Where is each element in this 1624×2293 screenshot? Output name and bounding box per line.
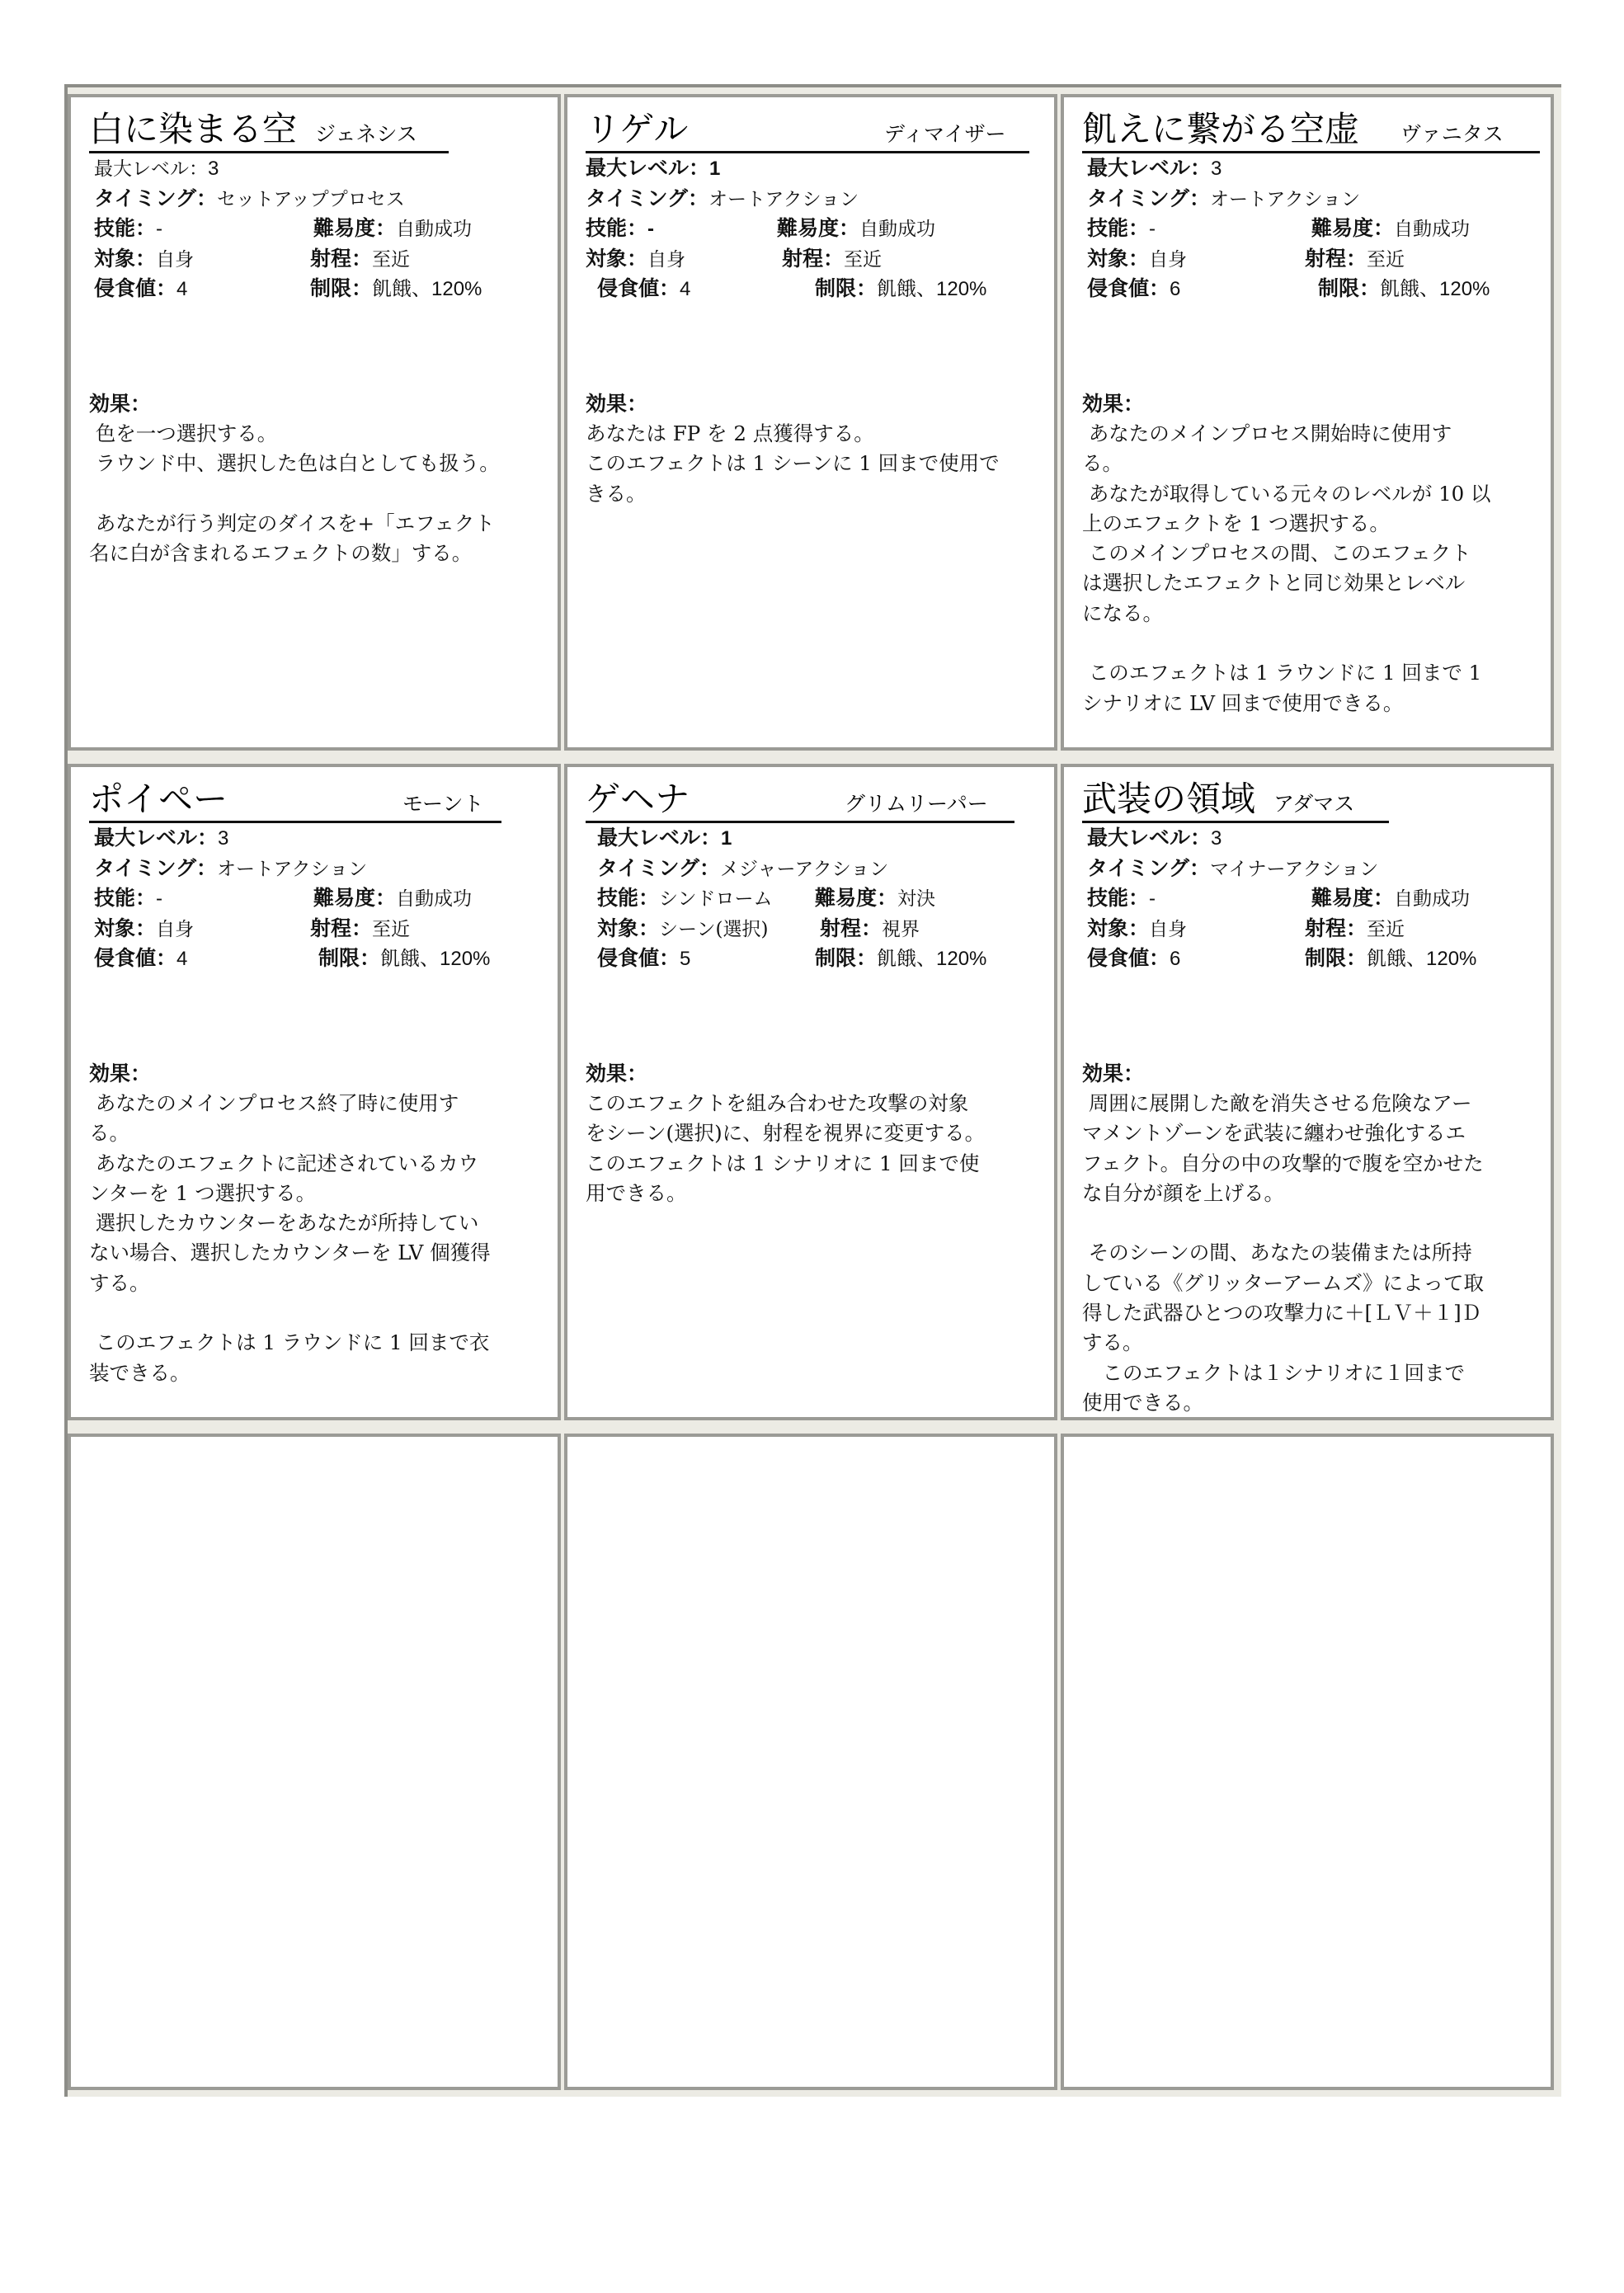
difficulty-label: 難易度： xyxy=(777,217,860,241)
limit-label: 制限： xyxy=(310,277,373,301)
skill-label: 技能： xyxy=(94,887,157,911)
difficulty-label: 難易度： xyxy=(313,887,397,911)
target-value: 自身 xyxy=(1149,918,1188,940)
erosion-label: 侵食値： xyxy=(94,277,177,301)
timing-label: タイミング： xyxy=(597,856,721,880)
card-header xyxy=(1082,772,1389,823)
empty-card-slot xyxy=(564,1434,1057,2090)
target-label: 対象： xyxy=(597,916,660,940)
range-label: 射程： xyxy=(820,916,883,940)
difficulty-value: 自動成功 xyxy=(396,888,473,911)
difficulty-label: 難易度： xyxy=(1311,217,1395,241)
effect-label: 効果： xyxy=(586,1062,648,1085)
card-stats xyxy=(94,823,556,974)
erosion-value: 4 xyxy=(680,278,691,301)
skill-value: - xyxy=(647,218,655,241)
skill-label: 技能： xyxy=(94,217,157,241)
effect-card xyxy=(564,764,1057,1420)
effect-label: 効果： xyxy=(1082,1062,1145,1085)
limit-label: 制限： xyxy=(815,947,878,971)
card-header xyxy=(586,102,1029,153)
range-value: 至近 xyxy=(844,248,883,271)
erosion-value: 6 xyxy=(1170,948,1181,971)
range-value: 至近 xyxy=(1367,918,1405,940)
max-level-value: 3 xyxy=(218,827,229,850)
target-label: 対象： xyxy=(586,247,648,271)
timing-value: オートアクション xyxy=(708,188,859,210)
max-level-value: 3 xyxy=(1211,158,1222,180)
skill-value: - xyxy=(156,888,163,911)
target-value: 自身 xyxy=(1149,248,1188,271)
difficulty-value: 自動成功 xyxy=(396,219,473,241)
range-label: 射程： xyxy=(782,247,845,271)
effect-card xyxy=(68,94,561,751)
limit-label: 制限： xyxy=(1318,277,1381,301)
card-subtitle: モーント xyxy=(402,792,484,816)
card-subtitle: アダマス xyxy=(1273,792,1355,816)
card-title: リゲル xyxy=(586,109,689,149)
limit-value: 飢餓、120% xyxy=(380,948,491,971)
difficulty-value: 対決 xyxy=(897,888,936,911)
skill-label: 技能： xyxy=(586,217,648,241)
max-level-label: 最大レベル： xyxy=(597,826,722,850)
card-stats xyxy=(1087,823,1549,974)
effect-text: あなたのメインプロセス終了時に使用す る。 あなたのエフェクトに記述されているカウ ンターを 1 つ選択する。 選択したカウンターをあなたが所持してい ない場合、選択したカウンターを LV 個獲得 する。 このエフェクトは 1 ラウンドに 1 回まで衣 装できる。 xyxy=(89,1091,491,1385)
erosion-label: 侵食値： xyxy=(94,947,177,971)
erosion-value: 5 xyxy=(680,948,691,971)
skill-value: シンドローム xyxy=(659,888,773,911)
max-level-value: 3 xyxy=(1211,827,1222,850)
limit-value: 飢餓、120% xyxy=(1367,948,1477,971)
card-header xyxy=(586,772,1014,823)
empty-card-slot xyxy=(1061,1434,1554,2090)
card-stats xyxy=(94,153,556,304)
timing-value: マイナーアクション xyxy=(1210,858,1379,880)
range-label: 射程： xyxy=(310,916,373,940)
skill-label: 技能： xyxy=(1087,217,1150,241)
card-header xyxy=(89,102,449,153)
limit-label: 制限： xyxy=(815,277,878,301)
skill-value: - xyxy=(1149,218,1156,241)
skill-label: 技能： xyxy=(597,887,660,911)
range-label: 射程： xyxy=(1305,916,1367,940)
card-header xyxy=(89,772,501,823)
erosion-label: 侵食値： xyxy=(1087,277,1170,301)
erosion-label: 侵食値： xyxy=(597,277,680,301)
card-stats xyxy=(1087,153,1549,304)
max-level-label: 最大レベル： xyxy=(94,158,208,180)
target-value: 自身 xyxy=(156,248,195,271)
empty-card-slot xyxy=(68,1434,561,2090)
effect-card xyxy=(564,94,1057,751)
limit-value: 飢餓、120% xyxy=(877,278,987,301)
target-value: 自身 xyxy=(156,918,195,940)
range-label: 射程： xyxy=(1305,247,1367,271)
range-label: 射程： xyxy=(310,247,373,271)
timing-label: タイミング： xyxy=(94,856,218,880)
target-label: 対象： xyxy=(1087,247,1150,271)
limit-label: 制限： xyxy=(318,947,381,971)
difficulty-label: 難易度： xyxy=(815,887,898,911)
skill-value: - xyxy=(1149,888,1156,911)
max-level-label: 最大レベル： xyxy=(1087,826,1212,850)
effect-card xyxy=(1061,94,1554,751)
max-level-value: 3 xyxy=(208,158,219,180)
card-title: 飢えに繋がる空虚 xyxy=(1082,109,1360,149)
limit-value: 飢餓、120% xyxy=(372,278,482,301)
effect-card xyxy=(68,764,561,1420)
effect-label: 効果： xyxy=(89,393,152,416)
target-label: 対象： xyxy=(94,916,157,940)
effect-card xyxy=(1061,764,1554,1420)
timing-value: セットアッププロセス xyxy=(217,188,405,210)
card-subtitle: ディマイザー xyxy=(884,122,1006,146)
card-stats xyxy=(597,823,1057,974)
target-value: 自身 xyxy=(647,248,686,271)
card-title: 白に染まる空 xyxy=(89,109,298,149)
limit-value: 飢餓、120% xyxy=(1380,278,1490,301)
card-title: ゲヘナ xyxy=(586,779,690,819)
target-label: 対象： xyxy=(94,247,157,271)
card-subtitle: ジェネシス xyxy=(315,122,417,146)
difficulty-value: 自動成功 xyxy=(859,219,936,241)
effect-text: 色を一つ選択する。 ラウンド中、選択した色は白としても扱う。 あなたが行う判定のダイスを+「エフェクト 名に白が含まれるエフェクトの数」する。 xyxy=(89,421,500,566)
card-title: ポイペー xyxy=(89,779,228,819)
max-level-value: 1 xyxy=(709,158,721,180)
skill-label: 技能： xyxy=(1087,887,1150,911)
erosion-value: 4 xyxy=(177,278,188,301)
range-value: 至近 xyxy=(1367,248,1405,271)
range-value: 視界 xyxy=(882,918,920,940)
timing-label: タイミング： xyxy=(1087,856,1211,880)
effect-text: このエフェクトを組み合わせた攻撃の対象 をシーン(選択)に、射程を視界に変更する。 このエフェクトは 1 シナリオに 1 回まで使 用できる。 xyxy=(586,1091,986,1205)
max-level-label: 最大レベル： xyxy=(1087,157,1212,180)
effect-card-sheet xyxy=(64,84,1561,2097)
effect-text: あなたのメインプロセス開始時に使用す る。 あなたが取得している元々のレベルが 10 以 上のエフェクトを 1 つ選択する。 このメインプロセスの間、このエフェクト は選択したエフェクトと同じ効果とレベル になる。 このエフェクトは 1 ラウンドに 1 回まで 1 シナリオに LV 回まで使用できる。 xyxy=(1082,421,1491,715)
timing-value: メジャーアクション xyxy=(720,858,889,880)
effect-label: 効果： xyxy=(89,1062,152,1085)
target-value: シーン(選択) xyxy=(659,918,769,940)
max-level-value: 1 xyxy=(721,827,732,850)
card-header xyxy=(1082,102,1540,153)
difficulty-value: 自動成功 xyxy=(1394,888,1471,911)
timing-value: オートアクション xyxy=(217,858,368,880)
effect-label: 効果： xyxy=(586,393,648,416)
effect-label: 効果： xyxy=(1082,393,1145,416)
erosion-value: 4 xyxy=(177,948,188,971)
erosion-value: 6 xyxy=(1170,278,1181,301)
max-level-label: 最大レベル： xyxy=(586,157,710,180)
range-value: 至近 xyxy=(372,248,411,271)
limit-value: 飢餓、120% xyxy=(877,948,987,971)
card-subtitle: グリムリーパー xyxy=(845,792,988,816)
target-label: 対象： xyxy=(1087,916,1150,940)
effect-text: 周囲に展開した敵を消失させる危険なアー マメントゾーンを武装に纏わせ強化するエ フェクト。自分の中の攻撃的で腹を空かせた な自分が顔を上げる。 そのシーンの間、あなたの装備または所持 している《グリッターアームズ》によって取 得した武器ひとつの攻撃力に＋[ＬＶ＋１]Ｄ する。 このエフェクトは１シナリオに１回まで 使用できる。 xyxy=(1082,1091,1485,1415)
erosion-label: 侵食値： xyxy=(597,947,680,971)
erosion-label: 侵食値： xyxy=(1087,947,1170,971)
max-level-label: 最大レベル： xyxy=(94,826,219,850)
difficulty-label: 難易度： xyxy=(313,217,397,241)
range-value: 至近 xyxy=(372,918,411,940)
difficulty-value: 自動成功 xyxy=(1394,219,1471,241)
difficulty-label: 難易度： xyxy=(1311,887,1395,911)
timing-value: オートアクション xyxy=(1210,188,1361,210)
card-title: 武装の領域 xyxy=(1082,779,1256,819)
card-stats xyxy=(586,153,1047,304)
card-subtitle: ヴァニタス xyxy=(1400,122,1504,146)
timing-label: タイミング： xyxy=(586,186,709,210)
skill-value: - xyxy=(156,218,163,241)
limit-label: 制限： xyxy=(1305,947,1367,971)
effect-text: あなたは FP を 2 点獲得する。 このエフェクトは 1 シーンに 1 回まで使用で きる。 xyxy=(586,421,1000,506)
timing-label: タイミング： xyxy=(94,186,218,210)
timing-label: タイミング： xyxy=(1087,186,1211,210)
